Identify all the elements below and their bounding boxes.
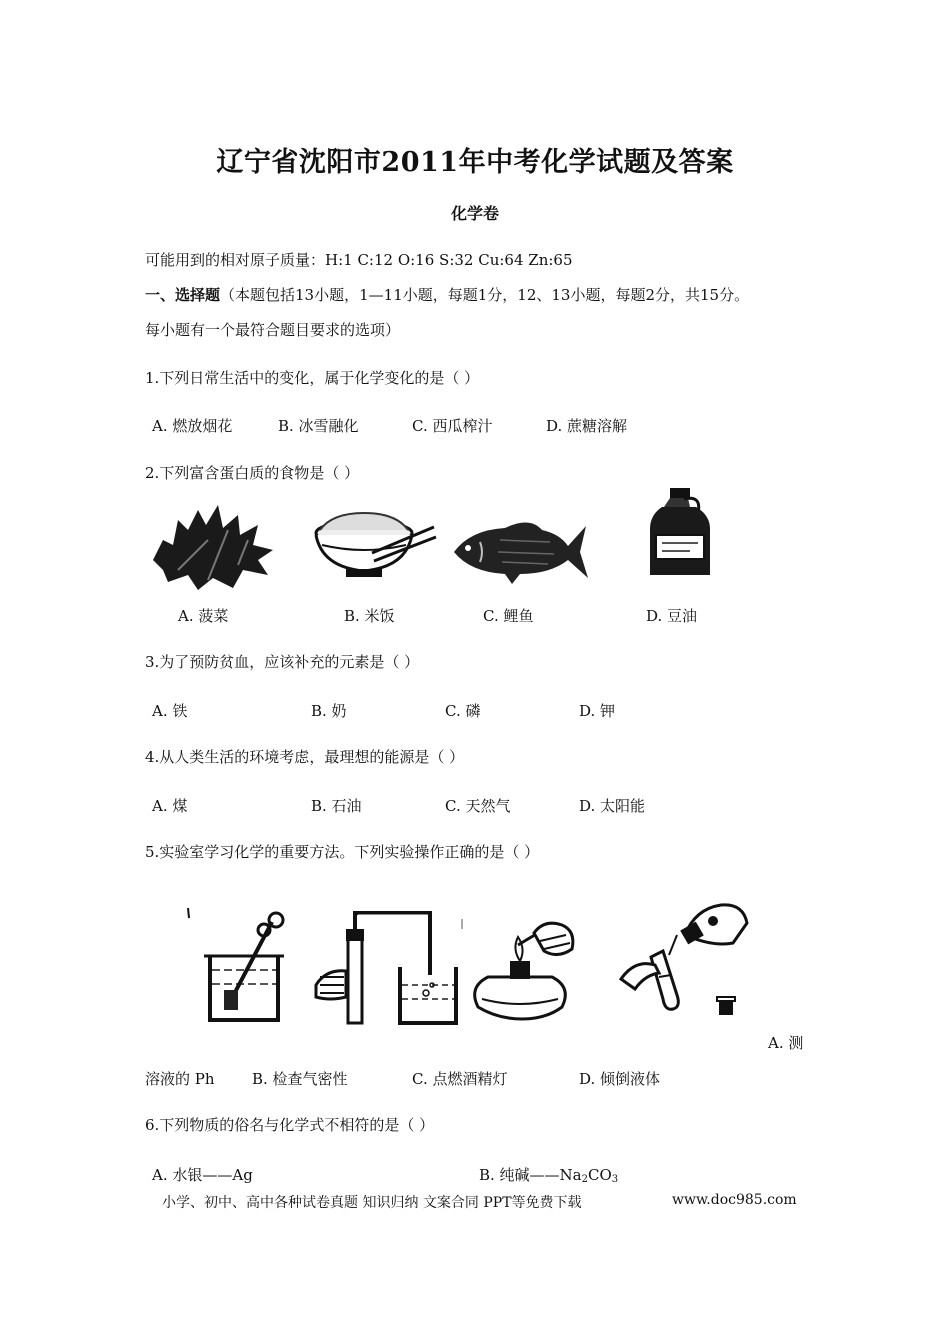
question-4-option-a: A. 煤 xyxy=(152,797,188,815)
question-3-stem: 3.为了预防贫血，应该补充的元素是（ ） xyxy=(145,653,420,671)
question-6-option-b xyxy=(479,1164,618,1185)
section1-desc-line2: 每小题有一个最符合题目要求的选项） xyxy=(145,321,401,339)
question-1-option-c: C. 西瓜榨汁 xyxy=(412,417,493,435)
question-2-option-a: A. 菠菜 xyxy=(178,607,229,625)
question-2-option-d: D. 豆油 xyxy=(646,607,698,625)
ph-test-beaker-icon xyxy=(180,898,310,1028)
question-5-option-a-part1: A. 测 xyxy=(768,1034,804,1052)
question-5-option-c: C. 点燃酒精灯 xyxy=(412,1070,508,1088)
footer-url[interactable]: www.doc985.com xyxy=(672,1192,797,1208)
question-5-stem: 5.实验室学习化学的重要方法。下列实验操作正确的是（ ） xyxy=(145,843,540,861)
question-3-option-c: C. 磷 xyxy=(445,702,481,720)
question-6-option-b-mid: CO xyxy=(588,1166,612,1184)
question-1-option-d: D. 蔗糖溶解 xyxy=(546,417,628,435)
alcohol-lamp-lighting-icon xyxy=(458,915,588,1025)
section1-heading: 一、选择题 xyxy=(145,286,221,304)
question-6-stem: 6.下列物质的俗名与化学式不相符的是（ ） xyxy=(145,1116,435,1134)
page-title: 辽宁省沈阳市2011年中考化学试题及答案 xyxy=(216,147,734,178)
question-5-option-b: B. 检查气密性 xyxy=(252,1070,348,1088)
question-5-option-a-part2: 溶液的 Ph xyxy=(145,1070,215,1088)
question-1-option-a: A. 燃放烟花 xyxy=(152,417,233,435)
question-1-option-b: B. 冰雪融化 xyxy=(278,417,359,435)
question-6-option-a: A. 水银——Ag xyxy=(152,1166,253,1184)
question-3-option-d: D. 钾 xyxy=(579,702,616,720)
question-4-option-b: B. 石油 xyxy=(311,797,362,815)
airtightness-check-icon xyxy=(312,905,462,1030)
section1-desc-line1: （本题包括13小题，1—11小题，每题1分，12、13小题，每题2分，共15分。 xyxy=(220,286,750,304)
question-3-option-a: A. 铁 xyxy=(152,702,188,720)
question-4-option-c: C. 天然气 xyxy=(445,797,511,815)
question-6-option-b-subscript-1: 2 xyxy=(581,1174,589,1185)
question-4-option-d: D. 太阳能 xyxy=(579,797,646,815)
oil-bottle-icon xyxy=(640,485,720,580)
carp-fish-icon xyxy=(450,512,590,587)
spinach-icon xyxy=(148,500,278,592)
page-subtitle: 化学卷 xyxy=(450,204,499,223)
pouring-liquid-icon xyxy=(615,895,755,1025)
question-4-stem: 4.从人类生活的环境考虑，最理想的能源是（ ） xyxy=(145,748,465,766)
atomic-masses-note: 可能用到的相对原子质量：H:1 C:12 O:16 S:32 Cu:64 Zn:65 xyxy=(145,251,573,269)
question-1-stem: 1.下列日常生活中的变化，属于化学变化的是（ ） xyxy=(145,369,480,387)
question-6-option-b-prefix: B. 纯碱——Na xyxy=(479,1166,582,1184)
question-2-stem: 2.下列富含蛋白质的食物是（ ） xyxy=(145,464,360,482)
rice-bowl-icon xyxy=(302,505,437,585)
section1-instructions xyxy=(145,285,749,305)
question-2-option-c: C. 鲤鱼 xyxy=(483,607,534,625)
footer-text: 小学、初中、高中各种试卷真题 知识归纳 文案合同 PPT等免费下载 xyxy=(162,1195,582,1211)
question-5-option-d: D. 倾倒液体 xyxy=(579,1070,661,1088)
question-3-option-b: B. 奶 xyxy=(311,702,347,720)
question-6-option-b-subscript-2: 3 xyxy=(611,1174,619,1185)
question-2-option-b: B. 米饭 xyxy=(344,607,395,625)
